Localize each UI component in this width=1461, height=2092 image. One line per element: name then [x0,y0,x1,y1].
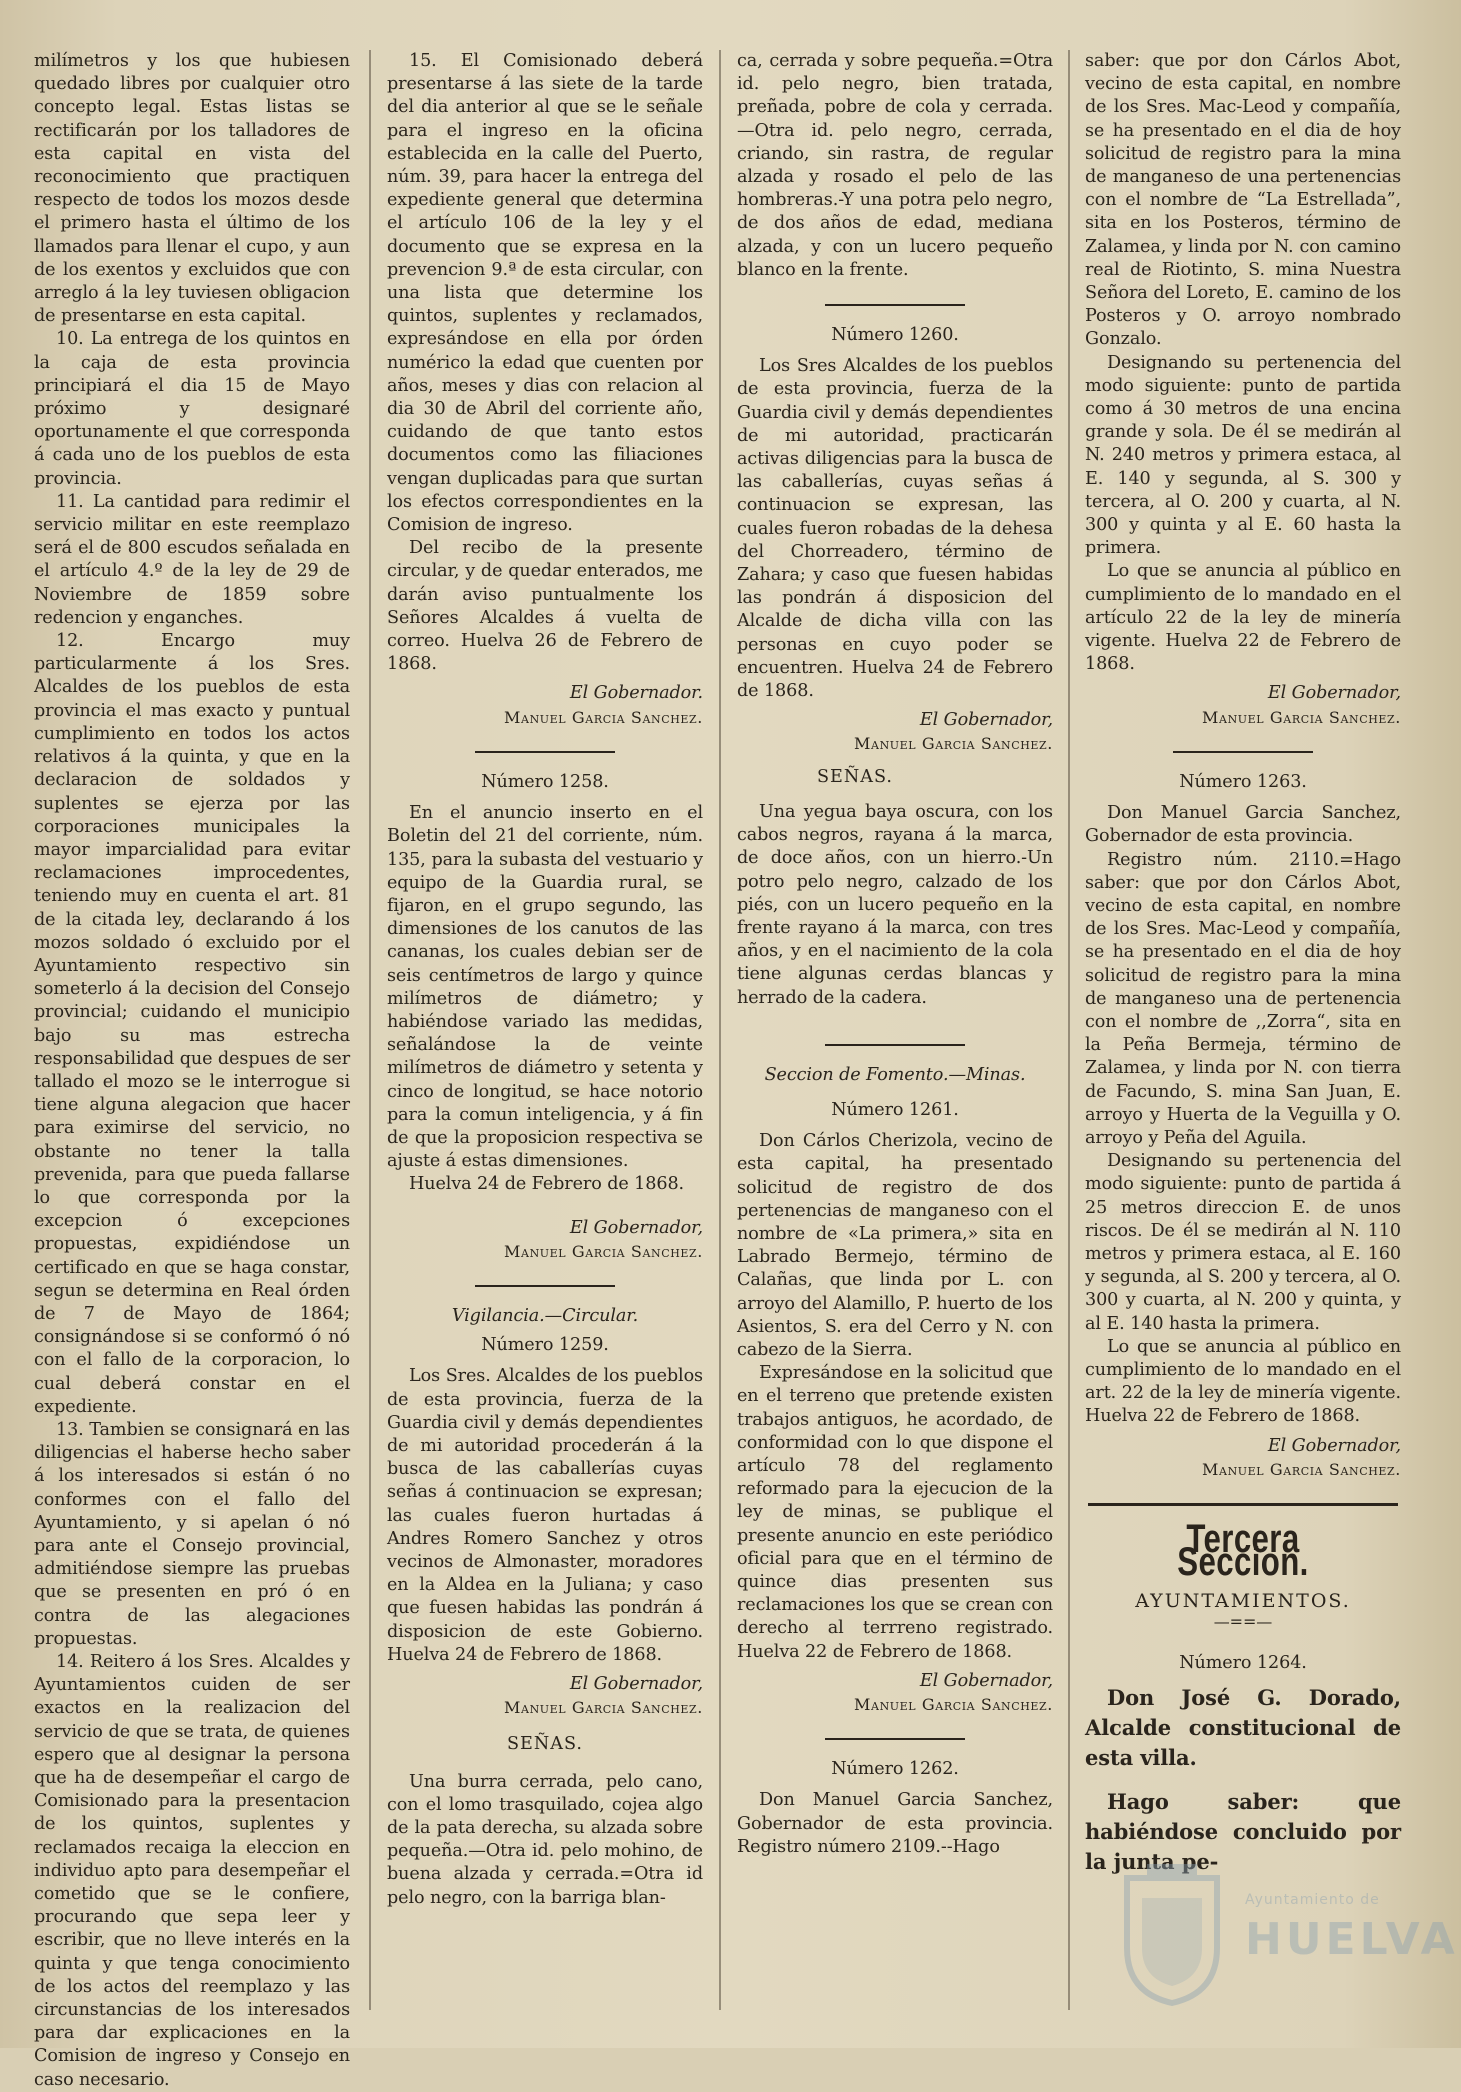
section-title: Tercera Seccion. [1177,1516,1309,1585]
notice-number: Número 1264. [1179,1652,1307,1673]
ornament: —==— [1213,1611,1273,1631]
paragraph: ca, cerrada y sobre pequeña.=Otra id. pelo negro, bien tratada, preñada, pobre de cola y cerrada.—Otra id. pelo negro, cerrada, criando, sin rastra, de regular alzada y rosado el pelo de las hombreras.-Y una potra pelo negro, de dos años de edad, mediana alzada, y con un lucero pequeño blanco en la frente. [737,51,1053,280]
lead-paragraph: Don José G. Dorado, Alcalde constitucional de esta villa. [1085,1684,1401,1770]
governor-name: Manuel Garcia Sanchez. [854,734,1053,754]
section-rule [825,304,965,306]
notice-number: Número 1263. [1179,771,1307,792]
senas-heading: SEÑAS. [506,1734,583,1755]
governor-name: Manuel Garcia Sanchez. [1202,1459,1401,1479]
city-seal-icon [1117,1858,1227,2008]
senas-heading: SEÑAS. [817,766,894,787]
paragraph: En el anuncio inserto en el Boletin del 21 del corriente, núm. 135, para la subasta del vestuario y equipo de la Guardia rural, se fijaron, en el grupo segundo, las dimensiones de los canutos de las cananas, los cuales debian ser de seis centímetros de largo y quince milímetros de diámetro; y habiéndose variado las medidas, señalándose la de veinte milímetros de diámetro y setenta y cinco de longitud, se hace notorio para la comun inteligencia, y á fin de que la proposicion respectiva se ajuste á estas dimensiones. [387,803,703,1172]
governor-name: Manuel Garcia Sanchez. [504,1241,703,1261]
subsection-title: AYUNTAMIENTOS. [1135,1590,1351,1613]
paragraph: milímetros y los que hubiesen quedado libres por cualquier otro concepto legal. Estas listas se rectificarán por los talladores de esta capital en vista del reconocimiento que practiquen respecto de todos los mozos desde el primero hasta el último de los llamados para llenar el cupo, y aun de los exentos y excluidos que con arreglo á la ley tuviesen obligacion de presentarse en esta capital. [34,51,350,327]
governor-name: Manuel Garcia Sanchez. [1202,707,1401,727]
governor-name: Manuel Garcia Sanchez. [504,707,703,727]
governor-title: El Gobernador, [569,1674,703,1694]
paragraph: Los Sres. Alcaldes de los pueblos de esta provincia, fuerza de la Guardia civil y demás dependientes de mi autoridad procederán á la busca de las caballerías cuyas señas á continuacion se expresan; las cuales fueron hurtadas á Andres Romero Sanchez y otros vecinos de Almonaster, moradores en la Aldea en la Juliana; y caso que fuesen habidas las pondrán á disposicion de este Gobierno. Huelva 24 de Febrero de 1868. [387,1366,703,1665]
governor-name: Manuel Garcia Sanchez. [504,1698,703,1718]
governor-title: El Gobernador, [919,710,1053,731]
column-4 [1085,50,1401,1877]
governor-title: El Gobernador, [1267,683,1401,704]
watermark-small: Ayuntamiento de [1245,1892,1380,1908]
notice-number: Número 1258. [481,771,609,792]
watermark [1117,1858,1459,2018]
section-rule [1173,751,1313,753]
paragraph: Expresándose en la solicitud que en el terreno que pretende existen trabajos antiguos, he acordado, de conformidad con lo que dispone el artículo 78 del reglamento reformado para la ejecucion de la ley de minas, se publique el presente anuncio en este periódico oficial para que en el término de quince dias presenten sus reclamaciones los que se crean con derecho al terrreno registrado. Huelva 22 de Febrero de 1868. [737,1363,1053,1662]
section-rule [475,751,615,753]
paragraph-11: 11. La cantidad para redimir el servicio militar en este reemplazo será el de 800 escudos señalada en el artículo 4.º de la ley de 29 de Noviembre de 1859 sobre redencion y enganches. [34,491,350,628]
governor-title: El Gobernador, [1267,1435,1401,1456]
section-heading: Vigilancia.—Circular. [451,1305,639,1326]
notice-number: Número 1260. [831,325,959,346]
governor-name: Manuel Garcia Sanchez. [854,1695,1053,1714]
governor-title: El Gobernador, [569,1217,703,1238]
paragraph: Del recibo de la presente circular, y de quedar enterados, me darán aviso puntualmente los Señores Alcaldes á vuelta de correo. Huelva 26 de Febrero de 1868. [387,538,703,675]
paragraph: Designando su pertenencia del modo siguiente: punto de partida como á 30 metros de una encina grande y sola. De él se medirán al N. 240 metros y primera estaca, al E. 140 y segunda, al S. 300 y tercera, al O. 200 y cuarta, al N. 300 y quinta y al E. 60 hasta la primera. [1085,352,1401,559]
date-line: Huelva 24 de Febrero de 1868. [409,1174,685,1195]
notice-number: Número 1259. [481,1335,609,1356]
watermark-big: HUELVA [1245,1914,1459,1965]
paragraph: Don Manuel Garcia Sanchez, Gobernador de esta provincia. Registro número 2109.--Hago [737,1790,1053,1857]
paragraph: Registro núm. 2110.=Hago saber: que por don Cárlos Abot, vecino de esta capital, en nombre de los Sres. Mac-Leod y compañía, se ha presentado en el dia de hoy solicitud de registro para la mina de manganeso una de pertenencia con el nombre de ,,Zorra“, sita en la Peña Bermeja, término de Zalamea, y linda por N. con tierra de Facundo, S. mina San Juan, E. arroyo y Huerta de la Veguilla y O. arroyo y Peña del Aguila. [1085,849,1401,1148]
paragraph-10: 10. La entrega de los quintos en la caja de esta provincia principiará el dia 15 de Mayo próximo y designaré oportunamente el que corresponda á cada uno de los pueblos de esta provincia. [34,329,350,489]
column-divider [369,50,371,2010]
lead-paragraph: Hago saber: que habiéndose concluido por la junta pe- [1085,1788,1401,1874]
column-1 [34,50,350,2092]
column-2 [387,50,703,1910]
paragraph-13: 13. Tambien se consignará en las diligencias el haberse hecho saber á los interesados si están ó no conformes con el fallo del Ayuntamiento, y si apelan ó nó para ante el Consejo provincial, admitiéndose siempre las pruebas que se presenten en pró ó en contra de las alegaciones propuestas. [34,1419,350,1649]
paragraph-14: 14. Reitero á los Sres. Alcaldes y Ayuntamientos cuiden de ser exactos en la realizacion del servicio de que se trata, de quienes espero que al designar la persona que ha de desempeñar el cargo de Comisionado para la presentacion de los quintos, suplentes y reclamados recaiga la eleccion en individuo apto para desempeñar el cometido que se le confiere, procurando que sepa leer y escribir, que no lleve interés en la quinta y que tenga conocimiento de los actos del reemplazo y las circunstancias de los interesados para dar explicaciones en la Comision de ingreso y Consejo en caso necesario. [34,1652,350,2090]
governor-title: El Gobernador. [569,683,703,704]
column-divider [719,50,721,2010]
section-rule-thick [1088,1503,1398,1506]
column-3 [737,50,1053,1859]
column-divider [1068,50,1070,2010]
paragraph: Lo que se anuncia al público en cumplimiento de lo mandado en el artículo 22 de la ley de minería vigente. Huelva 22 de Febrero de 1868. [1085,561,1401,675]
section-heading: Seccion de Fomento.—Minas. [764,1064,1026,1085]
section-rule [825,1738,965,1740]
governor-title: El Gobernador, [919,1670,1053,1691]
section-rule [825,1044,965,1046]
paragraph: Los Sres Alcaldes de los pueblos de esta provincia, fuerza de la Guardia civil y demás dependientes de mi autoridad, practicarán activas diligencias para la busca de las caballerías, cuyas señas á continuacion se expresan, las cuales fueron robadas de la dehesa del Chorreadero, término de Zahara; y caso que fuesen habidas las pondrán á disposicion del Alcalde de dicha villa con las personas en cuyo poder se encuentren. Huelva 24 de Febrero de 1868. [737,356,1053,702]
paragraph: Una yegua baya oscura, con los cabos negros, rayana á la marca, de doce años, con un hierro.-Un potro pelo negro, calzado de los piés, con un lucero pequeño en la frente rayano á la marca, con tres años, y en el nacimiento de la cola tiene algunas cerdas blancas y herrado de la cadera. [737,801,1053,1008]
notice-number: Número 1262. [831,1759,959,1780]
paragraph: Don Cárlos Cherizola, vecino de esta capital, ha presentado solicitud de registro de dos pertenencias de manganeso con el nombre de «La primera,» sita en Labrado Bermejo, término de Calañas, que linda por L. con arroyo del Alamillo, P. huerto de los Asientos, S. era del Cerro y N. con cabezo de la Sierra. [737,1131,1053,1360]
paragraph: Designando su pertenencia del modo siguiente: punto de partida á 25 metros direccion E. de unos riscos. De él se medirán al N. 110 metros y primera estaca, al E. 160 y segunda, al S. 200 y tercera, al O. 300 y cuarta, al N. 200 y quinta, y al E. 140 hasta la primera. [1085,1151,1401,1334]
section-rule [475,1285,615,1287]
paragraph-15: 15. El Comisionado deberá presentarse á las siete de la tarde del dia anterior al que se le señale para el ingreso en la oficina establecida en la calle del Puerto, núm. 39, para hacer la entrega del expediente general que determina el artículo 106 de la ley y el documento que se expresa en la prevencion 9.ª de esta circular, con una lista que determine los quintos, suplentes y reclamados, expresándose en ella por órden numérico la edad que cuenten por años, meses y dias con relacion al dia 30 de Abril del corriente año, cuidando de que tanto estos documentos como las filiaciones vengan duplicadas para que surtan los efectos correspondientes en la Comision de ingreso. [387,51,703,536]
paragraph: Lo que se anuncia al público en cumplimiento de lo mandado en el art. 22 de la ley de minería vigente. Huelva 22 de Febrero de 1868. [1085,1336,1401,1427]
paragraph: Una burra cerrada, pelo cano, con el lomo trasquilado, cojea algo de la pata derecha, su alzada sobre pequeña.—Otra id. pelo mohino, de buena alzada y cerrada.=Otra id pelo negro, con la barriga blan- [387,1771,703,1908]
paragraph: saber: que por don Cárlos Abot, vecino de esta capital, en nombre de los Sres. Mac-Leod y compañía, se ha presentado en el dia de hoy solicitud de registro para la mina de manganeso de una pertenencias con el nombre de “La Estrellada”, sita en los Posteros, término de Zalamea, y linda por N. con camino real de Riotinto, S. mina Nuestra Señora del Loreto, E. camino de los Posteros y O. arroyo nombrado Gonzalo. [1085,51,1401,350]
notice-number: Número 1261. [831,1099,959,1120]
paragraph: Don Manuel Garcia Sanchez, Gobernador de esta provincia. [1085,803,1401,847]
paragraph-12: 12. Encargo muy particularmente á los Sres. Alcaldes de los pueblos de esta provincia el mas exacto y puntual cumplimiento en todos los actos relativos á la quinta, y que en la declaracion de soldados y suplentes se ejerza por las corporaciones municipales la mayor imparcialidad para evitar reclamaciones improcedentes, teniendo muy en cuenta el art. 81 de la citada ley, declarando á los mozos soldado ó excluido por el Ayuntamiento respectivo sin someterlo á la decision del Consejo provincial; cuidando el municipio bajo su mas estrecha responsabilidad que despues de ser tallado el mozo se le interrogue si tiene alguna alegacion que hacer para eximirse del servicio, no obstante no tener la talla prevenida, para que pueda fallarse lo que corresponda por la excepcion ó excepciones propuestas, expidiéndose un certificado en que se haga constar, segun se determina en Real órden de 7 de Mayo de 1864; consignándose si se conformó ó nó con el fallo de la corporacion, lo cual deberá constar en el expediente. [34,631,350,1417]
